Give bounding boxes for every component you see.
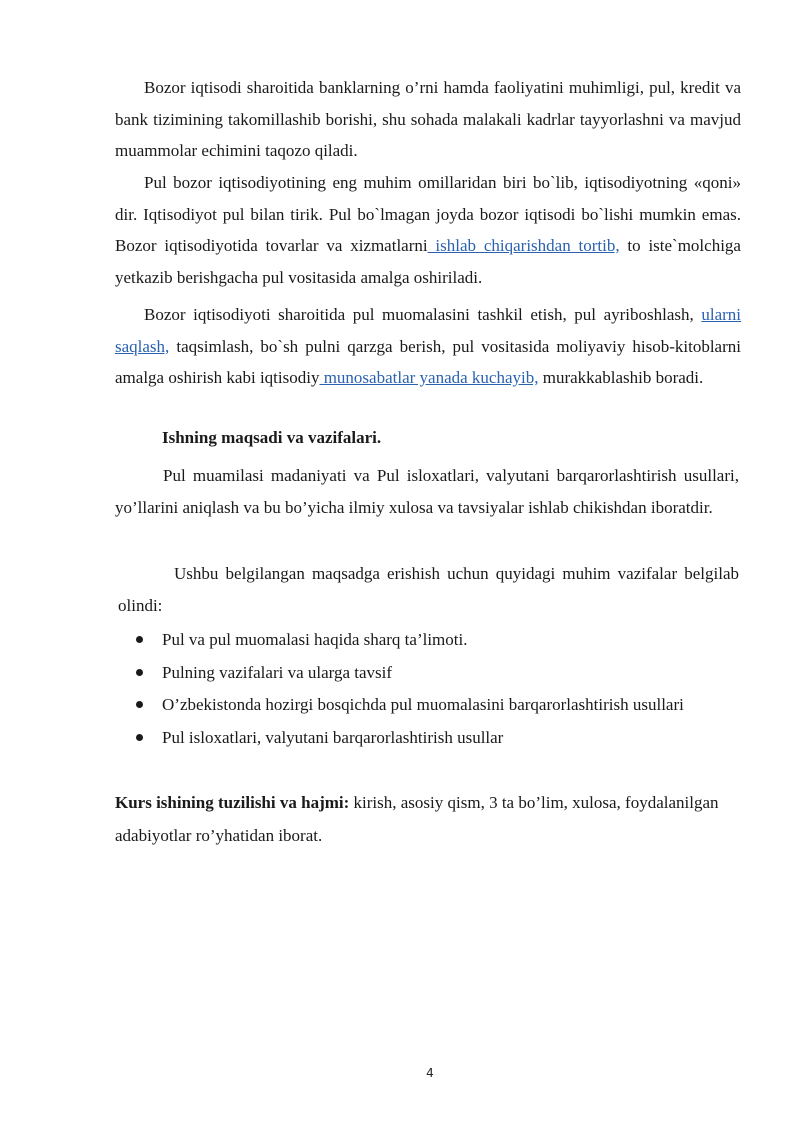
link-ishlab-chiqarishdan[interactable]: ishlab chiqarishdan tortib, <box>427 236 620 256</box>
course-structure-label: Kurs ishining tuzilishi va hajmi: <box>115 793 350 812</box>
paragraph-text: Bozor iqtisodiyoti sharoitida pul muomalasini tashkil etish, pul ayriboshlash, <box>144 305 694 324</box>
paragraph-banks: Bozor iqtisodi sharoitida banklarning o’rni hamda faoliyatini muhimligi, pul, kredit va bank tizimining takomillashib borishi, shu sohada malakali kadrlar tayyorlashni va mavjud muammolar echimini taqozo qiladi. <box>115 78 741 161</box>
link-ularni-saqlash[interactable]: ularni saqlash, <box>115 305 741 356</box>
course-structure-text: kirish, asosiy qism, 3 ta bo’lim, xulosa, foydalanilgan adabiyotlar ro’yhatidan iborat. <box>115 793 719 845</box>
list-item-text: O’zbekistonda hozirgi bosqichda pul muomalasini barqarorlashtirish usullari <box>162 695 684 714</box>
paragraph-text: to iste`molchiga yetkazib berishgacha pul vositasida amalga oshiriladi. <box>115 236 741 287</box>
paragraph-text: Pul bozor iqtisodiyotining eng muhim omillaridan biri bo`lib, iqtisodiyotning «qoni» dir. Iqtisodiyot pul bilan tirik. Pul bo`lmagan joyda bozor iqtisodi bo`lishi mumkin emas. Bozor iqtisodiyotida tovarlar va xizmatlarni <box>115 173 741 256</box>
list-item <box>136 722 684 755</box>
course-structure <box>115 786 741 852</box>
paragraph-text: murakkablashib boradi. <box>538 368 704 388</box>
bullet-icon <box>136 734 143 741</box>
paragraph-money-circulation <box>115 299 741 394</box>
paragraph-goal: Pul muamilasi madaniyati va Pul isloxatlari, valyutani barqarorlashtirish usullari, yo’llarini aniqlash va bu bo’yicha ilmiy xulosa va tavsiyalar ishlab chikishdan iboratdir. <box>115 466 739 517</box>
task-list <box>136 624 684 754</box>
bullet-icon <box>136 701 143 708</box>
list-item-text: Pulning vazifalari va ularga tavsif <box>162 662 393 682</box>
paragraph-text: taqsimlash, bo`sh pulni qarzga berish, pul vositasida moliyaviy hisob-kitoblarni amalga oshirish kabi iqtisodiy <box>115 336 741 388</box>
list-item <box>136 624 684 657</box>
section-heading: Ishning maqsadi va vazifalari. <box>162 428 382 447</box>
paragraph-money-economy <box>115 167 741 293</box>
list-item-text: Pul va pul muomalasi haqida sharq ta’limoti. <box>162 630 468 649</box>
bullet-icon <box>136 636 143 643</box>
bullet-icon <box>136 669 143 676</box>
list-item <box>136 689 684 722</box>
page-number: 4 <box>426 1066 434 1080</box>
list-item-text: Pul isloxatlari, valyutani barqarorlashtirish usullar <box>162 727 504 747</box>
link-munosabatlar[interactable]: munosabatlar yanada kuchayib, <box>319 368 539 388</box>
list-item <box>136 657 684 690</box>
paragraph-tasks-intro: Ushbu belgilangan maqsadga erishish uchun quyidagi muhim vazifalar belgilab olindi: <box>118 564 739 615</box>
